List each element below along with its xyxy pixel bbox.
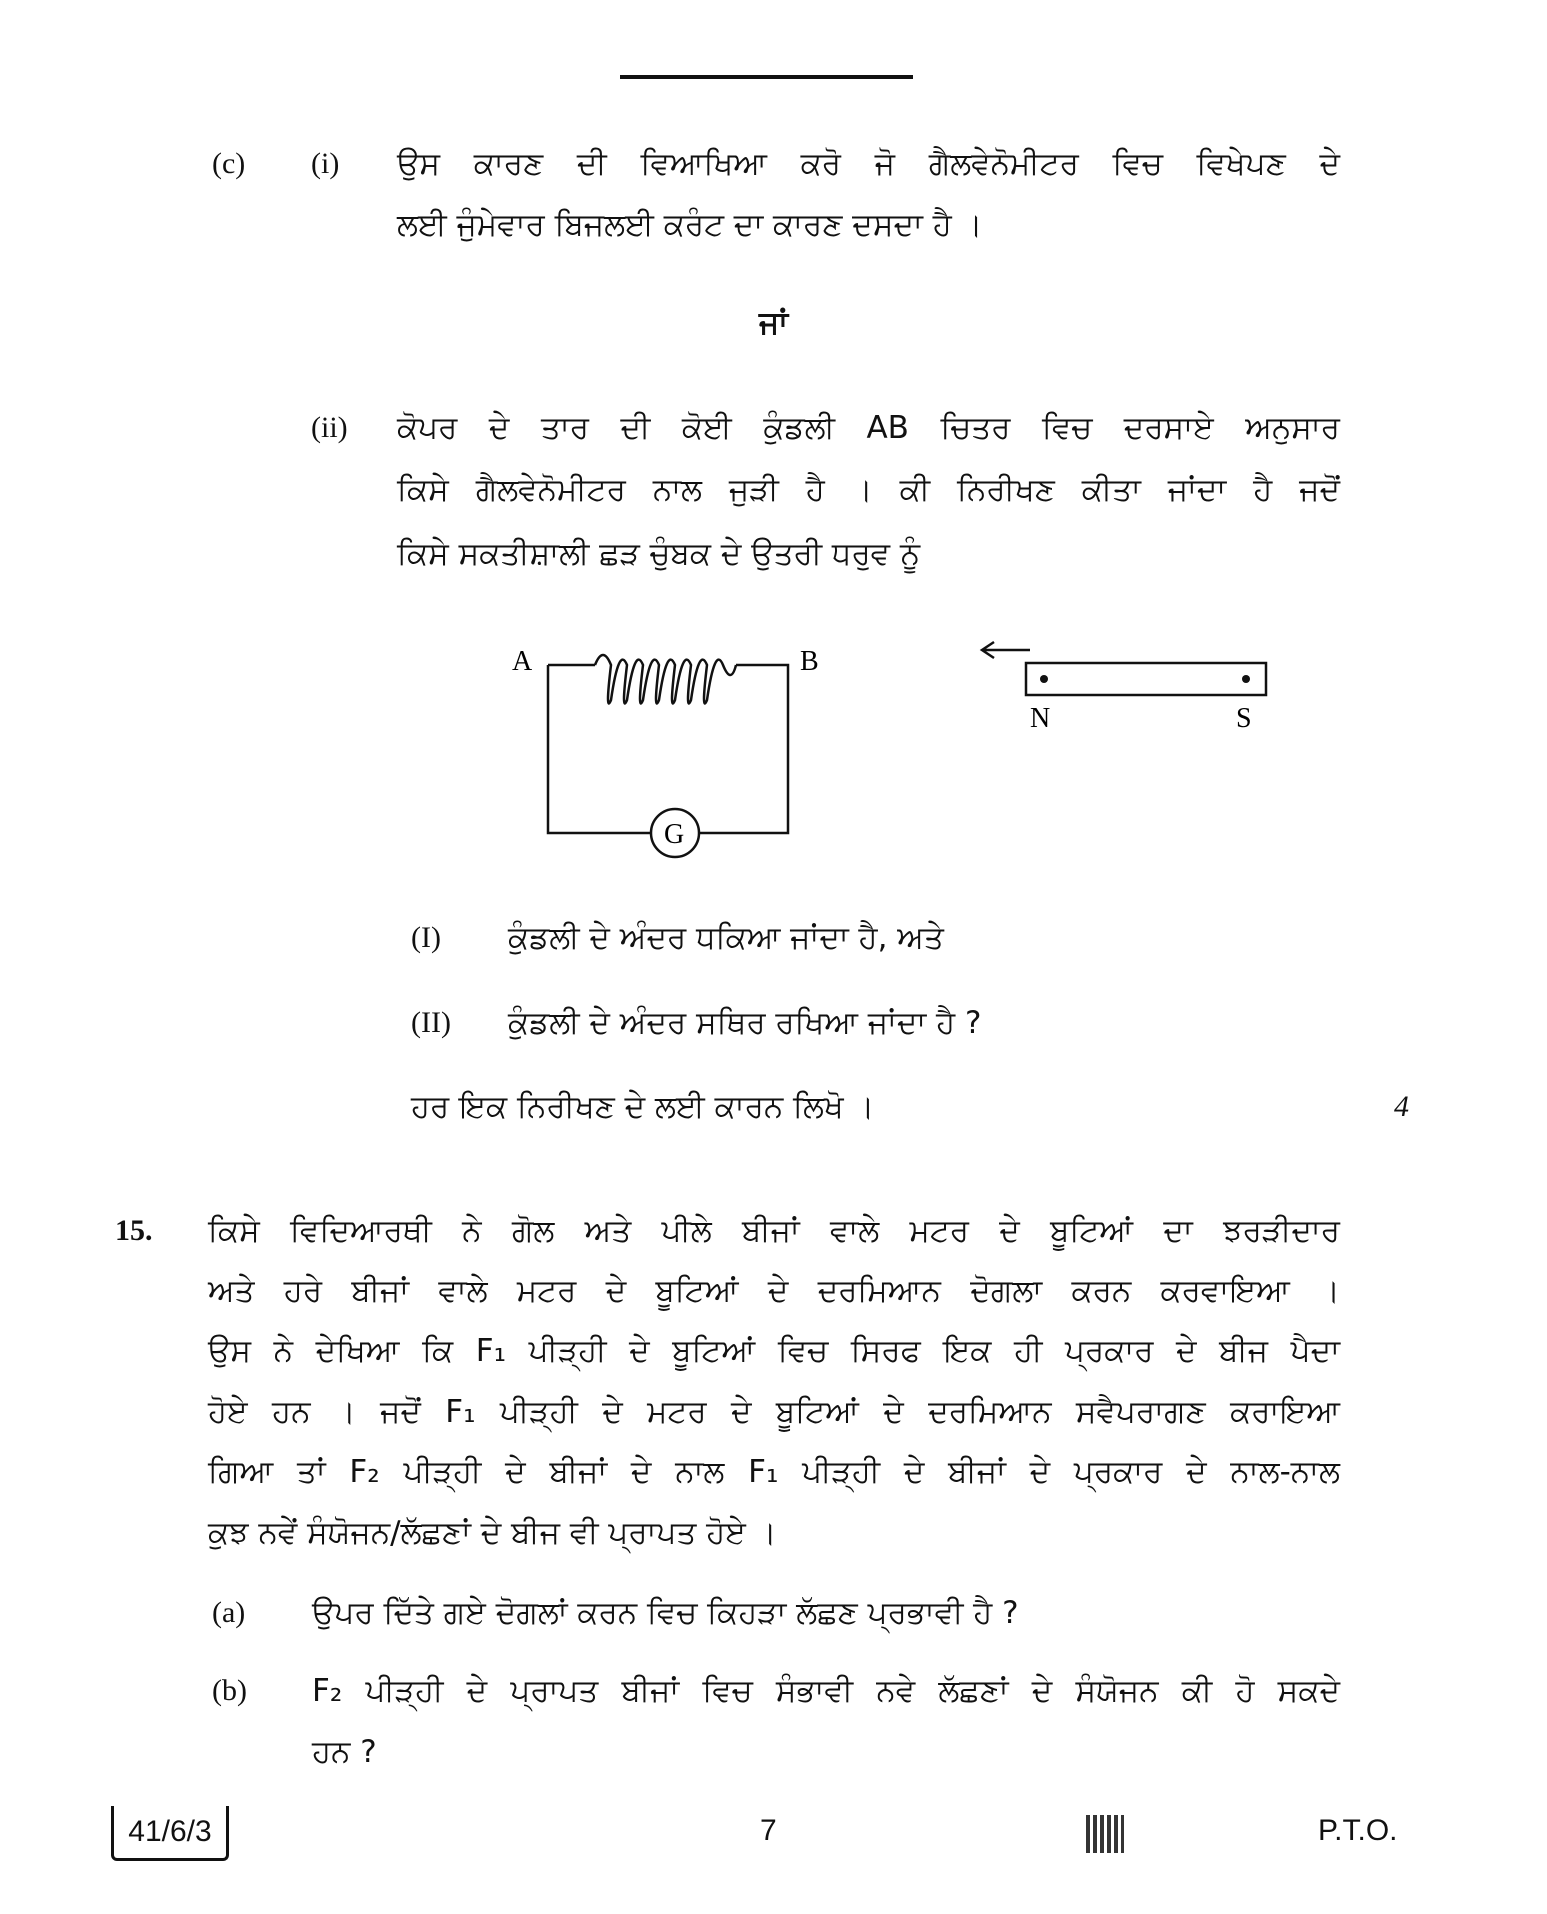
instruction: ਹਰ ਇਕ ਨਿਰੀਖਣ ਦੇ ਲਈ ਕਾਰਨ ਲਿਖੋ । bbox=[411, 1089, 875, 1125]
question-line: ਉਸ ਨੇ ਦੇਖਿਆ ਕਿ F₁ ਪੀੜ੍ਹੀ ਦੇ ਬੂਟਿਆਂ ਵਿਚ ਸਿਰਫ ਇਕ ਹੀ ਪ੍ਰਕਾਰ ਦੇ ਬੀਜ ਪੈਦਾ bbox=[208, 1333, 1340, 1369]
question-line: ਹੋਏ ਹਨ । ਜਦੋਂ F₁ ਪੀੜ੍ਹੀ ਦੇ ਮਟਰ ਦੇ ਬੂਟਿਆਂ ਦੇ ਦਰਮਿਆਨ ਸਵੈਪਰਾਗਣ ਕਰਾਇਆ bbox=[208, 1394, 1340, 1430]
label-a: (a) bbox=[212, 1596, 246, 1629]
label-b: B bbox=[800, 646, 819, 677]
pto-label: P.T.O. bbox=[1318, 1814, 1398, 1847]
coil-magnet-diagram bbox=[500, 620, 1300, 880]
label-I: (I) bbox=[411, 921, 441, 954]
sub-question: ਹਨ ? bbox=[312, 1734, 377, 1770]
label-II: (II) bbox=[411, 1006, 451, 1039]
question-number: 15. bbox=[115, 1214, 153, 1247]
question-line: ਲਈ ਜੁੰਮੇਵਾਰ ਬਿਜਲਈ ਕਰੰਟ ਦਾ ਕਾਰਣ ਦਸਦਾ ਹੈ । bbox=[397, 207, 983, 243]
or-separator: ਜਾਂ bbox=[758, 305, 789, 341]
label-c: (c) bbox=[212, 147, 246, 180]
question-line: ਕਿਸੇ ਵਿਦਿਆਰਥੀ ਨੇ ਗੋਲ ਅਤੇ ਪੀਲੇ ਬੀਜਾਂ ਵਾਲੇ ਮਟਰ ਦੇ ਬੂਟਿਆਂ ਦਾ ਝਰੜੀਦਾਰ bbox=[208, 1213, 1340, 1249]
label-n: N bbox=[1030, 703, 1051, 734]
question-line: ਕੁਝ ਨਵੇਂ ਸੰਯੋਜਨ/ਲੱਛਣਾਂ ਦੇ ਬੀਜ ਵੀ ਪ੍ਰਾਪਤ ਹੋਏ । bbox=[208, 1515, 777, 1551]
page-number: 7 bbox=[760, 1814, 777, 1847]
bar-magnet bbox=[1026, 663, 1266, 695]
coil bbox=[595, 655, 736, 703]
question-line: ਅਤੇ ਹਰੇ ਬੀਜਾਂ ਵਾਲੇ ਮਟਰ ਦੇ ਬੂਟਿਆਂ ਦੇ ਦਰਮਿਆਨ ਦੋਗਲਾ ਕਰਨ ਕਰਵਾਇਆ । bbox=[208, 1273, 1340, 1309]
sub-question: ਉਪਰ ਦਿੱਤੇ ਗਏ ਦੋਗਲਾਂ ਕਰਨ ਵਿਚ ਕਿਹੜਾ ਲੱਛਣ ਪ੍ਰਭਾਵੀ ਹੈ ? bbox=[312, 1595, 1019, 1631]
label-ii: (ii) bbox=[311, 411, 348, 444]
sub-question: F₂ ਪੀੜ੍ਹੀ ਦੇ ਪ੍ਰਾਪਤ ਬੀਜਾਂ ਵਿਚ ਸੰਭਾਵੀ ਨਵੇ ਲੱਛਣਾਂ ਦੇ ਸੰਯੋਜਨ ਕੀ ਹੋ ਸਕਦੇ bbox=[312, 1673, 1340, 1709]
sub-question: ਕੁੰਡਲੀ ਦੇ ਅੰਦਰ ਧਕਿਆ ਜਾਂਦਾ ਹੈ, ਅਤੇ bbox=[508, 920, 944, 956]
coil-circuit bbox=[548, 642, 1266, 857]
label-b: (b) bbox=[212, 1674, 247, 1707]
question-line: ਕਿਸੇ ਸਕਤੀਸ਼ਾਲੀ ਛੜ ਚੁੰਬਕ ਦੇ ਉਤਰੀ ਧਰੁਵ ਨੂੰ bbox=[397, 536, 921, 572]
label-g: G bbox=[664, 819, 685, 850]
question-line: ਕੋਪਰ ਦੇ ਤਾਰ ਦੀ ਕੋਈ ਕੁੰਡਲੀ AB ਚਿਤਰ ਵਿਚ ਦਰਸਾਏ ਅਨੁਸਾਰ bbox=[397, 410, 1340, 446]
marks: 4 bbox=[1394, 1090, 1409, 1123]
label-i: (i) bbox=[311, 147, 340, 180]
label-s: S bbox=[1236, 703, 1252, 734]
question-line: ਗਿਆ ਤਾਂ F₂ ਪੀੜ੍ਹੀ ਦੇ ਬੀਜਾਂ ਦੇ ਨਾਲ F₁ ਪੀੜ੍ਹੀ ਦੇ ਬੀਜਾਂ ਦੇ ਪ੍ਰਕਾਰ ਦੇ ਨਾਲ-ਨਾਲ bbox=[208, 1454, 1340, 1490]
arrow-left-icon bbox=[982, 642, 1030, 658]
sub-question: ਕੁੰਡਲੀ ਦੇ ਅੰਦਰ ਸਥਿਰ ਰਖਿਆ ਜਾਂਦਾ ਹੈ ? bbox=[508, 1005, 982, 1041]
qr-code-icon bbox=[1086, 1815, 1124, 1853]
question-line: ਕਿਸੇ ਗੈਲਵੇਨੋਮੀਟਰ ਨਾਲ ਜੁੜੀ ਹੈ । ਕੀ ਨਿਰੀਖਣ ਕੀਤਾ ਜਾਂਦਾ ਹੈ ਜਦੋਂ bbox=[397, 472, 1340, 508]
paper-code: 41/6/3 bbox=[111, 1806, 229, 1861]
label-a: A bbox=[512, 646, 533, 677]
top-rule bbox=[620, 75, 913, 79]
question-line: ਉਸ ਕਾਰਣ ਦੀ ਵਿਆਖਿਆ ਕਰੋ ਜੋ ਗੈਲਵੇਨੋਮੀਟਰ ਵਿਚ ਵਿਖੇਪਣ ਦੇ bbox=[397, 146, 1340, 182]
